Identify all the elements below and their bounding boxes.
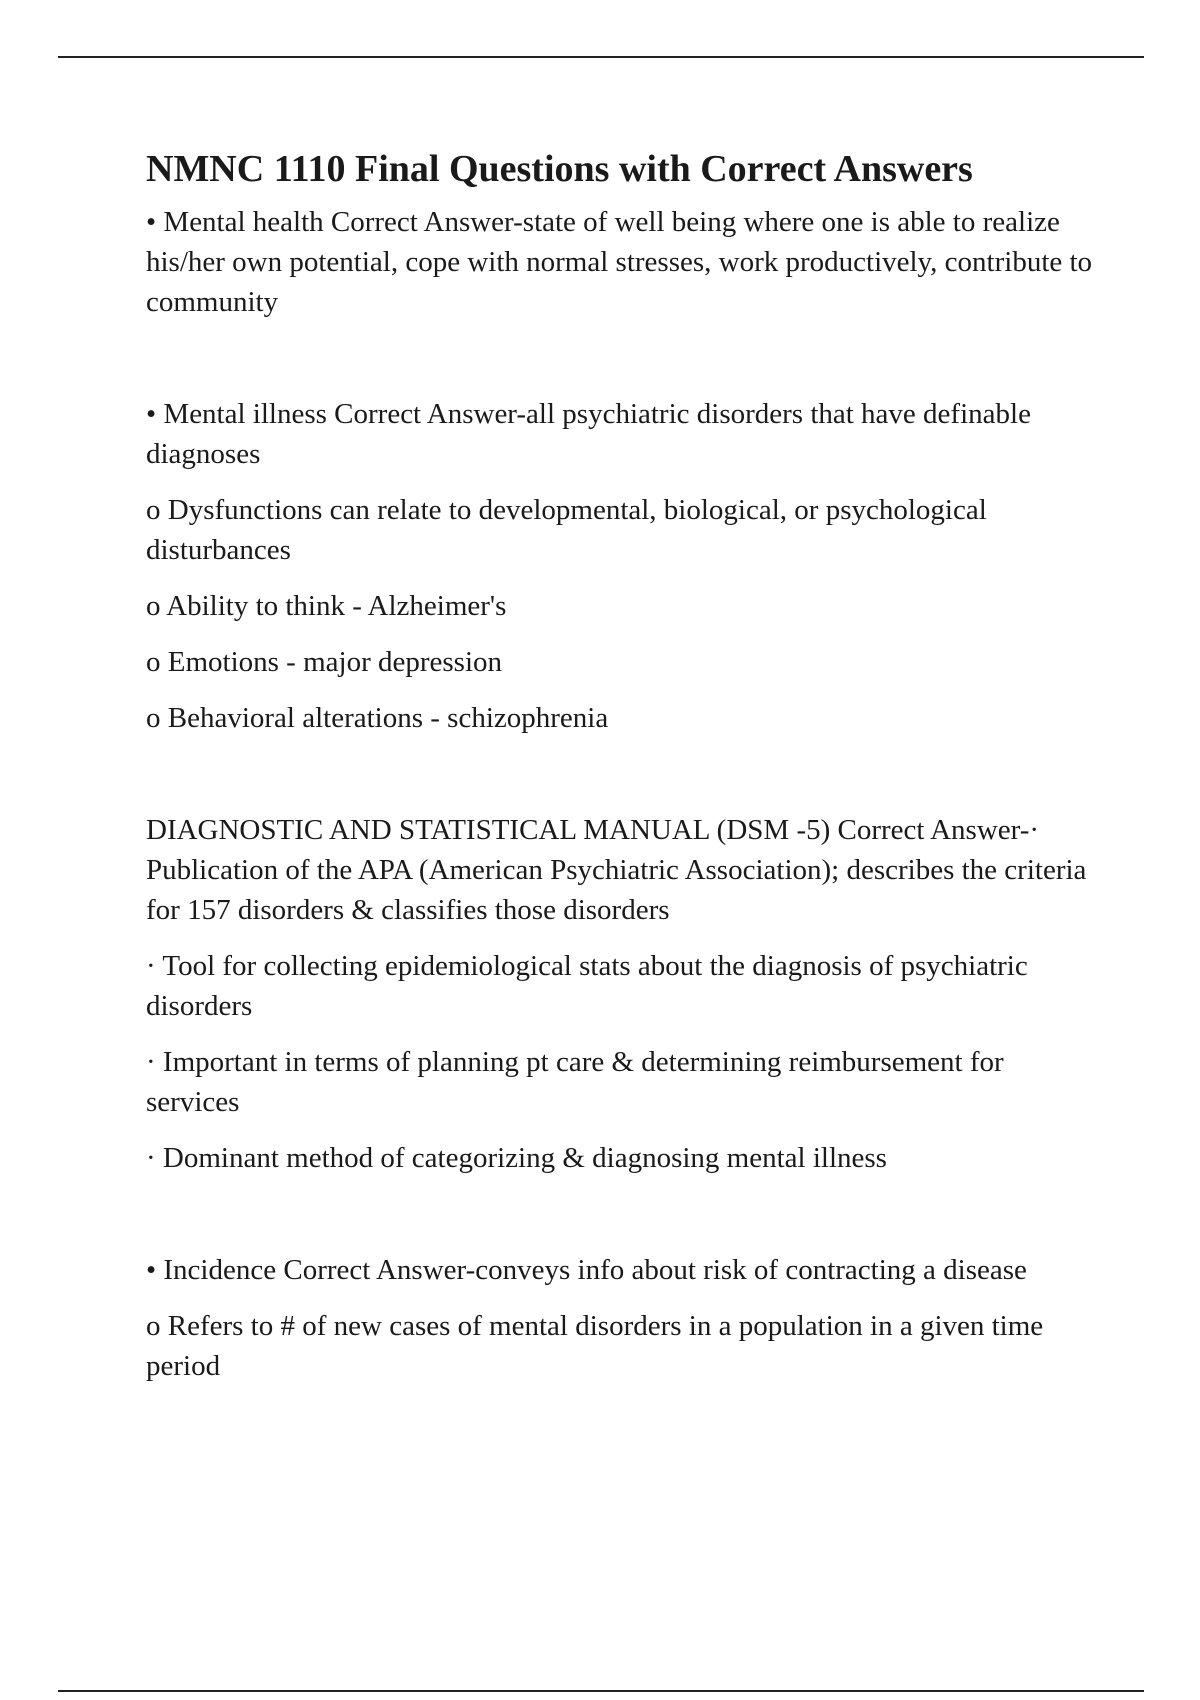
paragraph: o Ability to think - Alzheimer's xyxy=(146,590,507,622)
section-incidence xyxy=(146,1250,1096,1386)
paragraph: · Dominant method of categorizing & diagnosing mental illness xyxy=(146,1142,887,1174)
paragraph: • Mental illness Correct Answer-all psychiatric disorders that have definable diagnoses xyxy=(146,398,1031,470)
paragraph: o Refers to # of new cases of mental disorders in a population in a given time period xyxy=(146,1310,1044,1382)
paragraph: • Incidence Correct Answer-conveys info about risk of contracting a disease xyxy=(146,1254,1027,1286)
paragraph: • Mental health Correct Answer-state of well being where one is able to realize his/her own potential, cope with normal stresses, work productively, contribute to community xyxy=(146,206,1093,318)
bottom-rule xyxy=(58,1690,1144,1692)
section-mental-illness xyxy=(146,394,1096,738)
section-dsm-5 xyxy=(146,810,1096,1178)
paragraph: o Behavioral alterations - schizophrenia xyxy=(146,702,609,734)
paragraph: o Dysfunctions can relate to developmental, biological, or psychological disturbances xyxy=(146,494,987,566)
paragraph: DIAGNOSTIC AND STATISTICAL MANUAL (DSM -5) Correct Answer-· Publication of the APA (American Psychiatric Association); describes the criteria for 157 disorders & classifies those disorders xyxy=(146,814,1087,926)
document-title: NMNC 1110 Final Questions with Correct Answers xyxy=(146,148,973,190)
section-mental-health xyxy=(146,202,1096,322)
top-rule xyxy=(58,56,1144,58)
paragraph: · Tool for collecting epidemiological stats about the diagnosis of psychiatric disorders xyxy=(146,950,1028,1022)
document-body xyxy=(146,144,1096,1386)
paragraph: · Important in terms of planning pt care & determining reimbursement for services xyxy=(146,1046,1004,1118)
paragraph: o Emotions - major depression xyxy=(146,646,503,678)
